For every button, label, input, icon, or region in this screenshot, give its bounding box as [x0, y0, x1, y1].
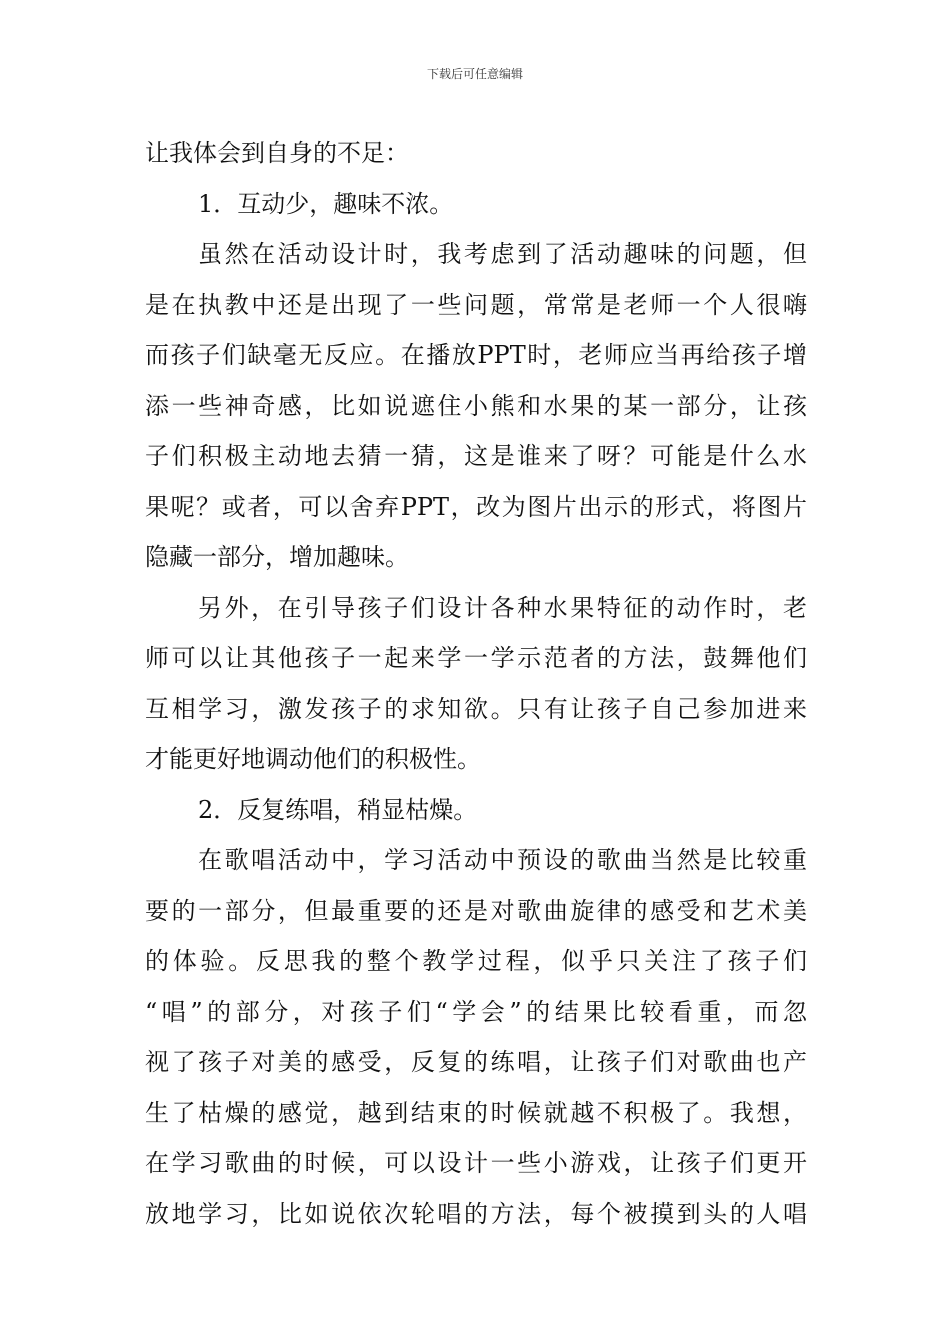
- text-line: 添一些神奇感，比如说遮住小熊和水果的某一部分，让孩: [145, 391, 807, 420]
- text-line: 放地学习，比如说依次轮唱的方法，每个被摸到头的人唱: [145, 1199, 807, 1228]
- text-line: 让我体会到自身的不足：: [145, 139, 409, 167]
- text-line: “唱”的部分，对孩子们“学会”的结果比较看重，而忽: [145, 997, 807, 1026]
- text-line: 视了孩子对美的感受，反复的练唱，让孩子们对歌曲也产: [145, 1048, 807, 1076]
- text-line: 而孩子们缺毫无反应。在播放PPT时，老师应当再给孩子增: [145, 341, 807, 369]
- text-line: 的体验。反思我的整个教学过程，似乎只关注了孩子们: [145, 947, 807, 975]
- text-line: 互相学习，激发孩子的求知欲。只有让孩子自己参加进来: [145, 694, 807, 723]
- text-line: 虽然在活动设计时，我考虑到了活动趣味的问题，但: [198, 240, 807, 268]
- text-line: 子们积极主动地去猜一猜，这是谁来了呀？可能是什么水: [145, 442, 807, 470]
- text-line: 果呢？或者，可以舍弃PPT，改为图片出示的形式，将图片: [145, 492, 807, 521]
- text-line: 是在执教中还是出现了一些问题，常常是老师一个人很嗨: [145, 290, 807, 319]
- text-line: 在学习歌曲的时候，可以设计一些小游戏，让孩子们更开: [145, 1149, 807, 1177]
- text-line: 生了枯燥的感觉，越到结束的时候就越不积极了。我想，: [145, 1098, 807, 1127]
- text-line: 2．反复练唱，稍显枯燥。: [198, 795, 478, 824]
- document-body: [145, 128, 807, 1239]
- page-header: 下载后可任意编辑: [426, 67, 523, 81]
- text-line: 师可以让其他孩子一起来学一学示范者的方法，鼓舞他们: [145, 644, 807, 672]
- text-line: 才能更好地调动他们的积极性。: [145, 745, 481, 773]
- text-line: 隐藏一部分，增加趣味。: [145, 543, 409, 571]
- text-line: 在歌唱活动中，学习活动中预设的歌曲当然是比较重: [198, 846, 807, 874]
- text-line: 另外，在引导孩子们设计各种水果特征的动作时，老: [198, 593, 807, 622]
- text-line: 要的一部分，但最重要的还是对歌曲旋律的感受和艺术美: [145, 896, 807, 925]
- text-line: 1．互动少，趣味不浓。: [198, 189, 454, 218]
